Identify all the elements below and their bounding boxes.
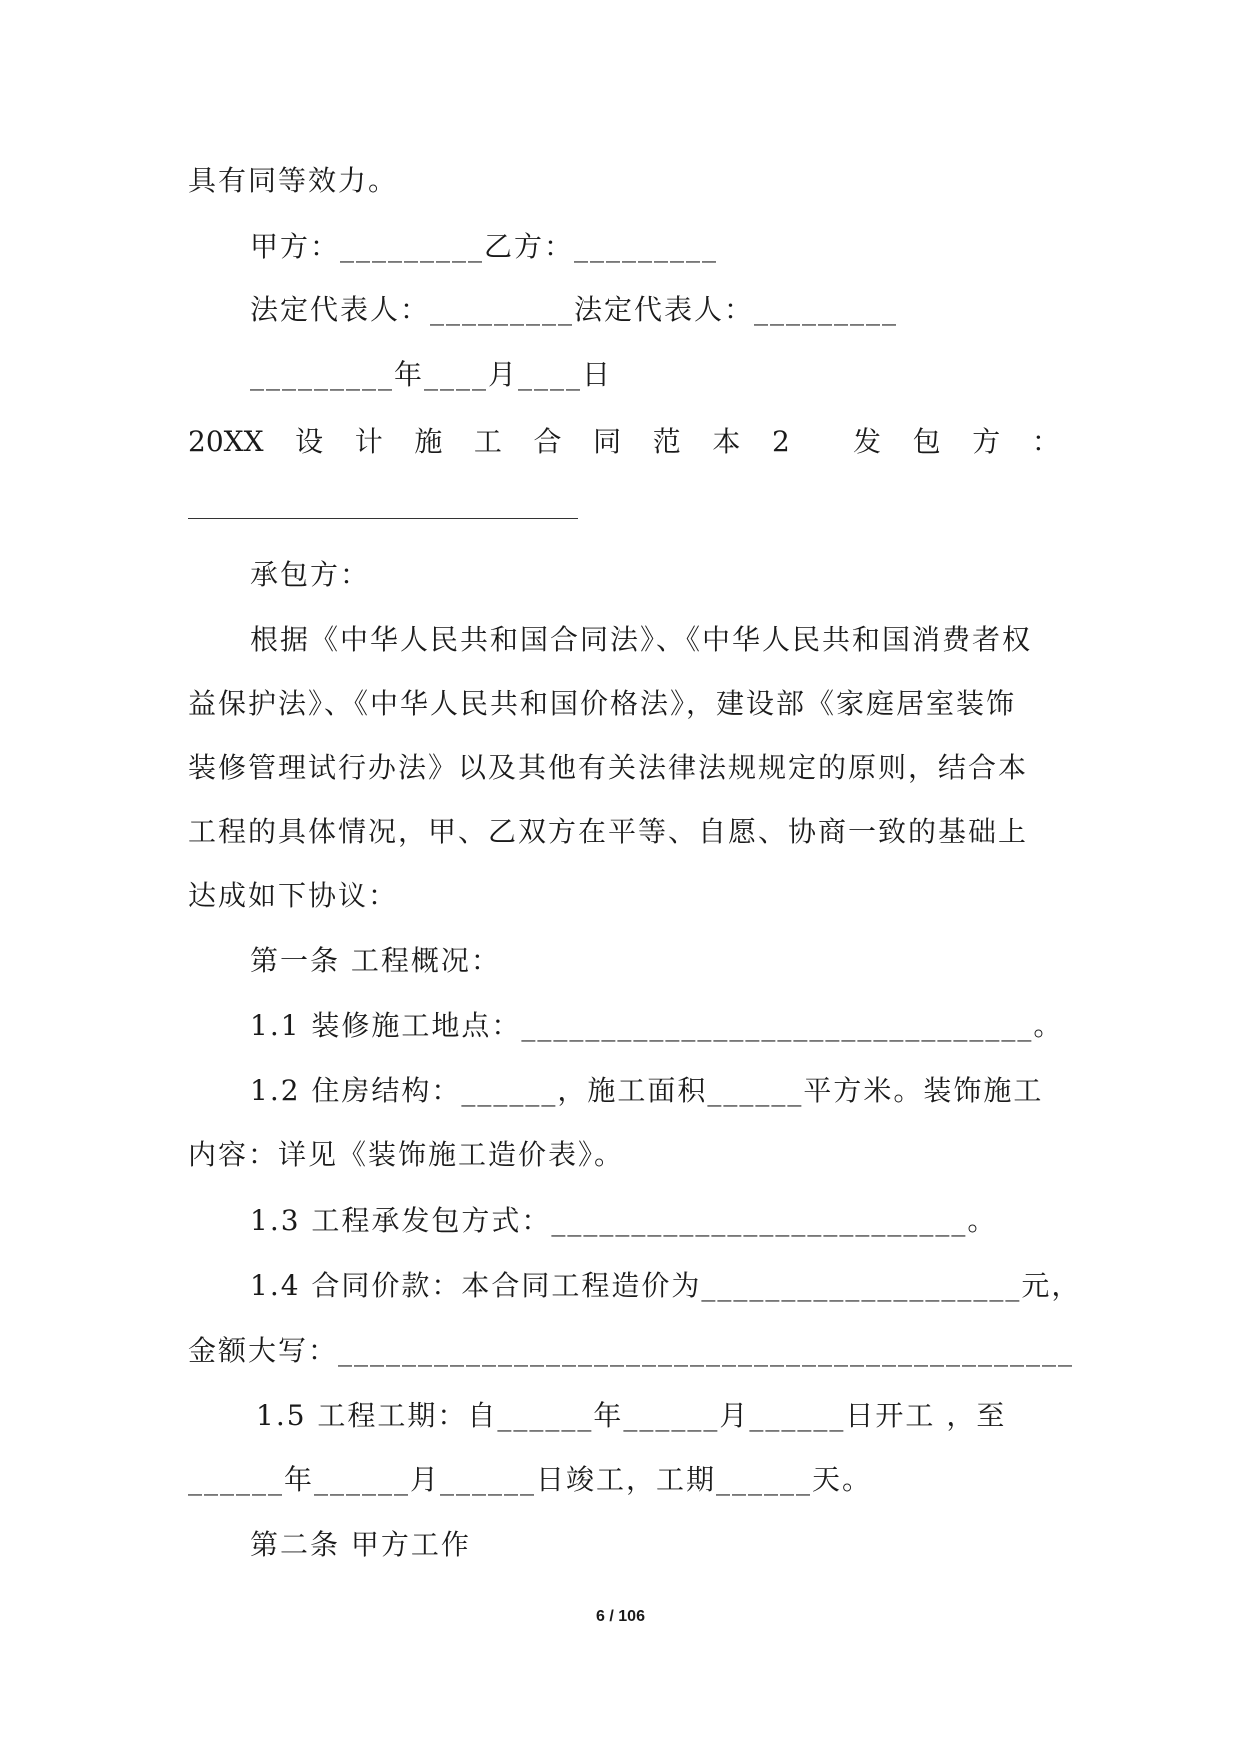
paragraph-line: 益保护法》、《中华人民共和国价格法》，建设部《家庭居室装饰	[188, 687, 1017, 720]
party-line: 甲方：_________乙方：_________	[250, 230, 719, 263]
title-part: 施	[414, 425, 443, 458]
title-part: ：	[1031, 425, 1060, 458]
clause-line: 1.1 装修施工地点：________________________________。	[250, 1009, 1064, 1042]
title-part: 同	[593, 425, 622, 458]
section-heading: 第二条 甲方工作	[250, 1528, 471, 1561]
clause-line: 1.5 工程工期：自______年______月______日开工 ，至	[256, 1399, 1007, 1432]
title-part: 包	[912, 425, 941, 458]
contract-title-line	[188, 424, 1060, 460]
section-heading: 第一条 工程概况：	[250, 944, 501, 977]
text-line: 具有同等效力。	[188, 164, 399, 197]
paragraph-line: 工程的具体情况，甲、乙双方在平等、自愿、协商一致的基础上	[188, 815, 1029, 848]
clause-line: 内容：详见《装饰施工造价表》。	[188, 1138, 625, 1171]
paragraph-line: 达成如下协议：	[188, 879, 399, 912]
title-part: 方	[972, 425, 1001, 458]
title-part: 工	[473, 425, 502, 458]
clause-line: 金额大写：______________________________________________	[188, 1334, 1075, 1367]
title-part: 合	[533, 425, 562, 458]
title-part: 范	[652, 425, 681, 458]
clause-line: ______年______月______日竣工，工期______天。	[188, 1463, 873, 1496]
title-part: 本	[712, 425, 741, 458]
title-part: 计	[354, 425, 383, 458]
paragraph-line: 根据《中华人民共和国合同法》、《中华人民共和国消费者权	[250, 623, 1033, 656]
clause-line: 1.3 工程承发包方式：__________________________。	[250, 1204, 998, 1237]
clause-line: 1.2 住房结构：______，施工面积______平方米。装饰施工	[250, 1074, 1044, 1107]
date-line: _________年____月____日	[250, 358, 613, 391]
page-number: 6 / 106	[596, 1608, 645, 1625]
signature-underline	[188, 518, 578, 519]
representative-line: 法定代表人：_________法定代表人：_________	[250, 293, 899, 326]
title-part: 设	[295, 425, 324, 458]
paragraph-line: 装修管理试行办法》以及其他有关法律法规规定的原则，结合本	[188, 751, 1029, 784]
text-line: 承包方：	[250, 558, 371, 591]
title-part: 发	[852, 425, 881, 458]
title-part: 2	[771, 425, 790, 458]
title-part: 20XX	[188, 425, 264, 458]
clause-line: 1.4 合同价款：本合同工程造价为____________________元，	[250, 1269, 1082, 1302]
